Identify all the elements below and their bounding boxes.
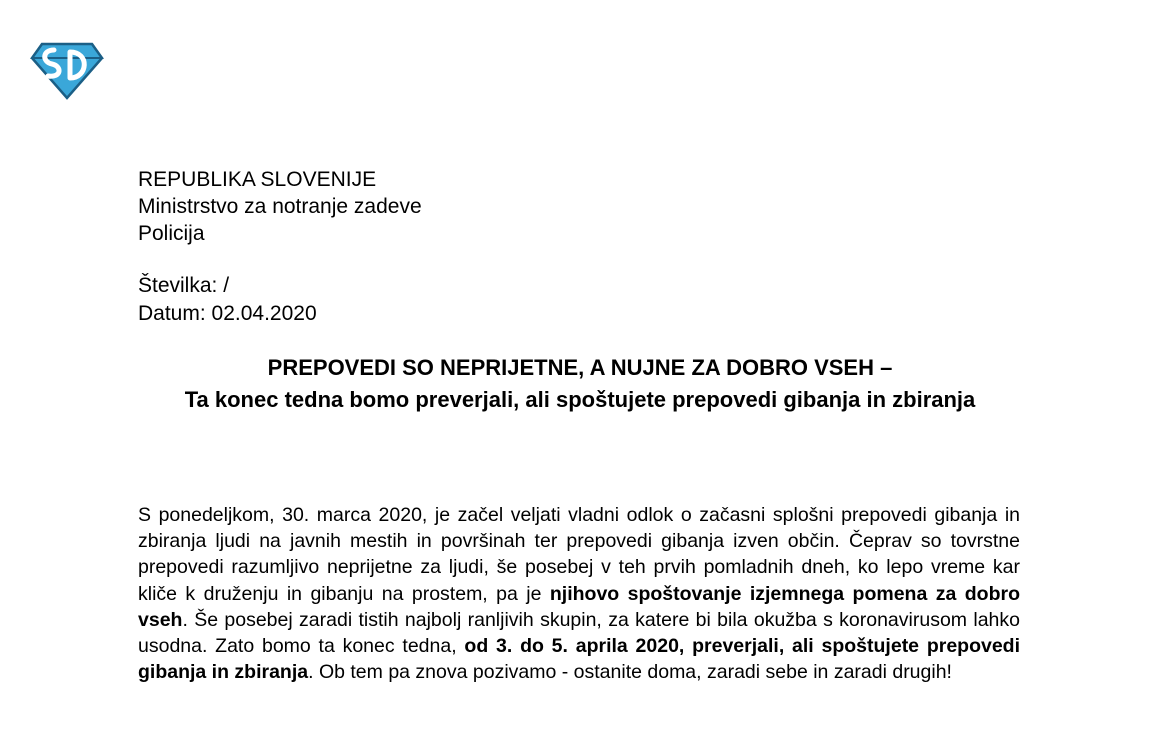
title-line-2: Ta konec tedna bomo preverjali, ali spoštujete prepovedi gibanja in zbiranja	[184, 387, 976, 412]
document-meta	[138, 272, 317, 328]
sds-logo-icon	[30, 40, 104, 100]
body-bold-2: od 3. do 5. aprila 2020, preverjali, ali spoštujete prepovedi gibanja in zbiranja	[138, 635, 1021, 684]
body-text-1: S ponedeljkom, 30. marca 2020, je začel veljati vladni odlok o začasni splošni prepovedi gibanja in zbiranja ljudi na javnih mestih in površinah ter prepovedi gibanja izven občin. Čeprav so tovrstne prepovedi razumljivo neprijetne za ljudi, še posebej v teh prvih pomladnih dneh, ko lepo vreme kar kliče k druženju in gibanju na prostem, pa je	[138, 504, 1020, 605]
body-paragraph	[138, 502, 1020, 685]
agency-name: Policija	[138, 222, 205, 245]
ministry-name: Ministrstvo za notranje zadeve	[138, 195, 422, 218]
country-name: REPUBLIKA SLOVENIJE	[138, 168, 377, 191]
document-date: Datum: 02.04.2020	[138, 302, 317, 325]
title-line-1: PREPOVEDI SO NEPRIJETNE, A NUJNE ZA DOBRO VSEH –	[267, 355, 893, 380]
body-bold-1: njihovo spoštovanje izjemnega pomena za dobro vseh	[138, 582, 1020, 631]
body-text-2: . Še posebej zaradi tistih najbolj ranljivih skupin, za katere bi bila okužba s koronavirusom lahko usodna. Zato bomo ta konec tedna,	[138, 608, 1020, 658]
letterhead	[138, 166, 422, 247]
logo	[30, 40, 104, 100]
document-title	[120, 352, 1040, 416]
body-text-3: . Ob tem pa znova pozivamo - ostanite doma, zaradi sebe in zaradi drugih!	[308, 661, 952, 684]
document-number: Številka: /	[138, 274, 230, 297]
